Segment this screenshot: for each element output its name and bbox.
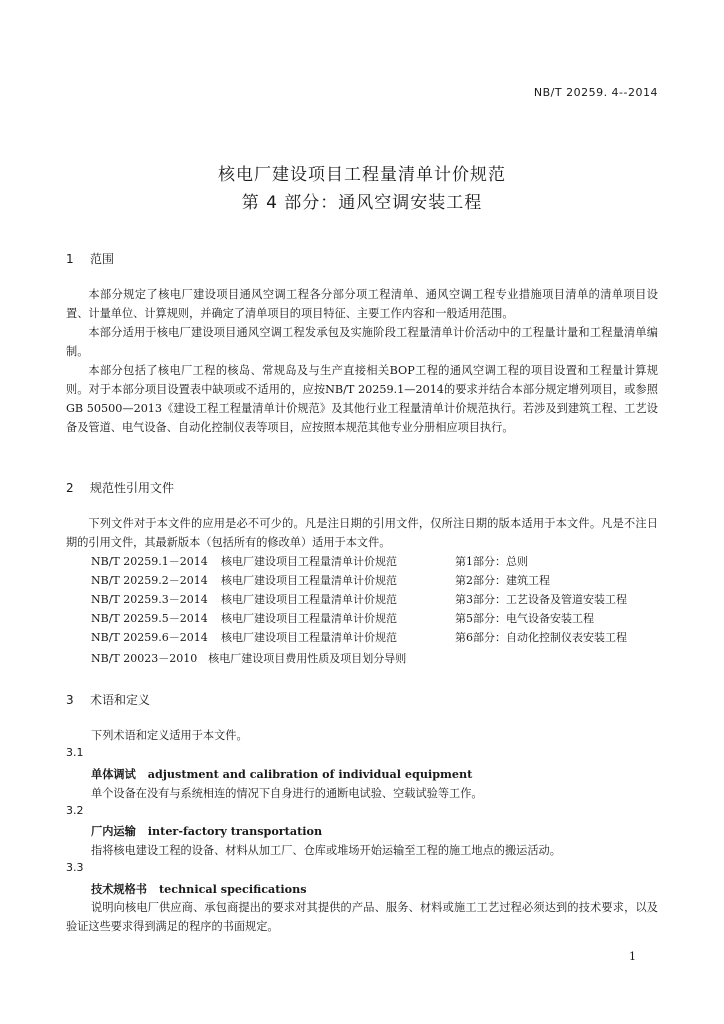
clause-number: 3.1 [66,746,84,759]
reference-title: 核电厂建设项目工程量清单计价规范 [221,555,397,568]
reference-title: 核电厂建设项目工程量清单计价规范 [221,593,397,606]
term-entry [91,766,472,782]
document-subtitle: 第 4 部分：通风空调安装工程 [241,193,483,213]
paragraph: 本部分规定了核电厂建设项目通风空调工程各分部分项工程清单、通风空调工程专业措施项目清单的清单项目设置、计量单位、计算规则，并确定了清单项目的项目特征、主要工作内容和一般适用范围。 [66,288,658,320]
term-entry [91,823,322,839]
section-intro: 下列术语和定义适用于本文件。 [91,729,248,742]
reference-title: 核电厂建设项目工程量清单计价规范 [221,612,397,625]
section-number: 1 [66,252,74,266]
term-definition: 指将核电建设工程的设备、材料从加工厂、仓库或堆场开始运输至工程的施工地点的搬运活动。 [91,844,561,857]
term-english: inter-factory transportation [147,824,323,838]
reference-code: NB/T 20259.6－2014 [91,631,208,644]
section-heading-normative-references [66,479,174,496]
reference-part: 第3部分：工艺设备及管道安装工程 [455,593,627,606]
reference-title: 核电厂建设项目工程量清单计价规范 [221,631,397,644]
reference-part: 第5部分：电气设备安装工程 [455,612,594,625]
clause-number: 3.2 [66,804,84,817]
standard-code: NB/T 20259. 4--2014 [533,86,658,99]
term-definition: 单个设备在没有与系统相连的情况下自身进行的通断电试验、空载试验等工作。 [91,787,483,800]
document-title: 核电厂建设项目工程量清单计价规范 [218,165,506,185]
term-chinese: 单体调试 [91,768,136,781]
section-title: 术语和定义 [90,693,151,707]
term-entry [91,881,307,897]
paragraph: 本部分包括了核电厂工程的核岛、常规岛及与生产直接相关BOP工程的通风空调工程的项目设置和工程量计算规则。对于本部分项目设置表中缺项或不适用的，应按NB/T 20259.1—2014的要求并结合本部分规定增列项目，或参照GB 50500—2013《建设工程工程量清单计价规范》及其他行业工程量清单计价规范执行。若涉及到建筑工程、工艺设备及管道、电气设备、自动化控制仪表等项目，应按照本规范其他专业分册相应项目执行。 [66,364,658,434]
reference-part: 第6部分：自动化控制仪表安装工程 [455,631,627,644]
reference-code: NB/T 20259.3－2014 [91,593,208,606]
term-chinese: 技术规格书 [91,883,147,896]
section-heading-terms-definitions [66,691,150,708]
paragraph: 下列文件对于本文件的应用是必不可少的。凡是注日期的引用文件，仅所注日期的版本适用于本文件。凡是不注日期的引用文件，其最新版本（包括所有的修改单）适用于本文件。 [66,517,658,549]
reference-code: NB/T 20259.5－2014 [91,612,208,625]
term-definition: 说明向核电厂供应商、承包商提出的要求对其提供的产品、服务、材料或施工工艺过程必须达到的技术要求，以及验证这些要求得到满足的程序的书面规定。 [66,901,658,933]
section-number: 2 [66,481,74,495]
reference-code: NB/T 20259.1－2014 [91,555,208,568]
term-english: technical specifications [158,882,307,896]
page-number: 1 [629,950,636,963]
section-title: 范围 [90,252,115,266]
section-heading-scope [66,250,114,267]
clause-number: 3.3 [66,861,84,874]
reference-item: NB/T 20023－2010 核电厂建设项目费用性质及项目划分导则 [91,652,407,665]
term-chinese: 厂内运输 [91,825,136,838]
section-number: 3 [66,693,74,707]
reference-title: 核电厂建设项目工程量清单计价规范 [221,574,397,587]
reference-part: 第2部分：建筑工程 [455,574,550,587]
paragraph: 本部分适用于核电厂建设项目通风空调工程发承包及实施阶段工程量清单计价活动中的工程量计量和工程量清单编制。 [66,326,658,358]
reference-part: 第1部分：总则 [455,555,528,568]
section-title: 规范性引用文件 [90,481,175,495]
term-english: adjustment and calibration of individual equipment [147,767,473,781]
reference-code: NB/T 20259.2－2014 [91,574,208,587]
